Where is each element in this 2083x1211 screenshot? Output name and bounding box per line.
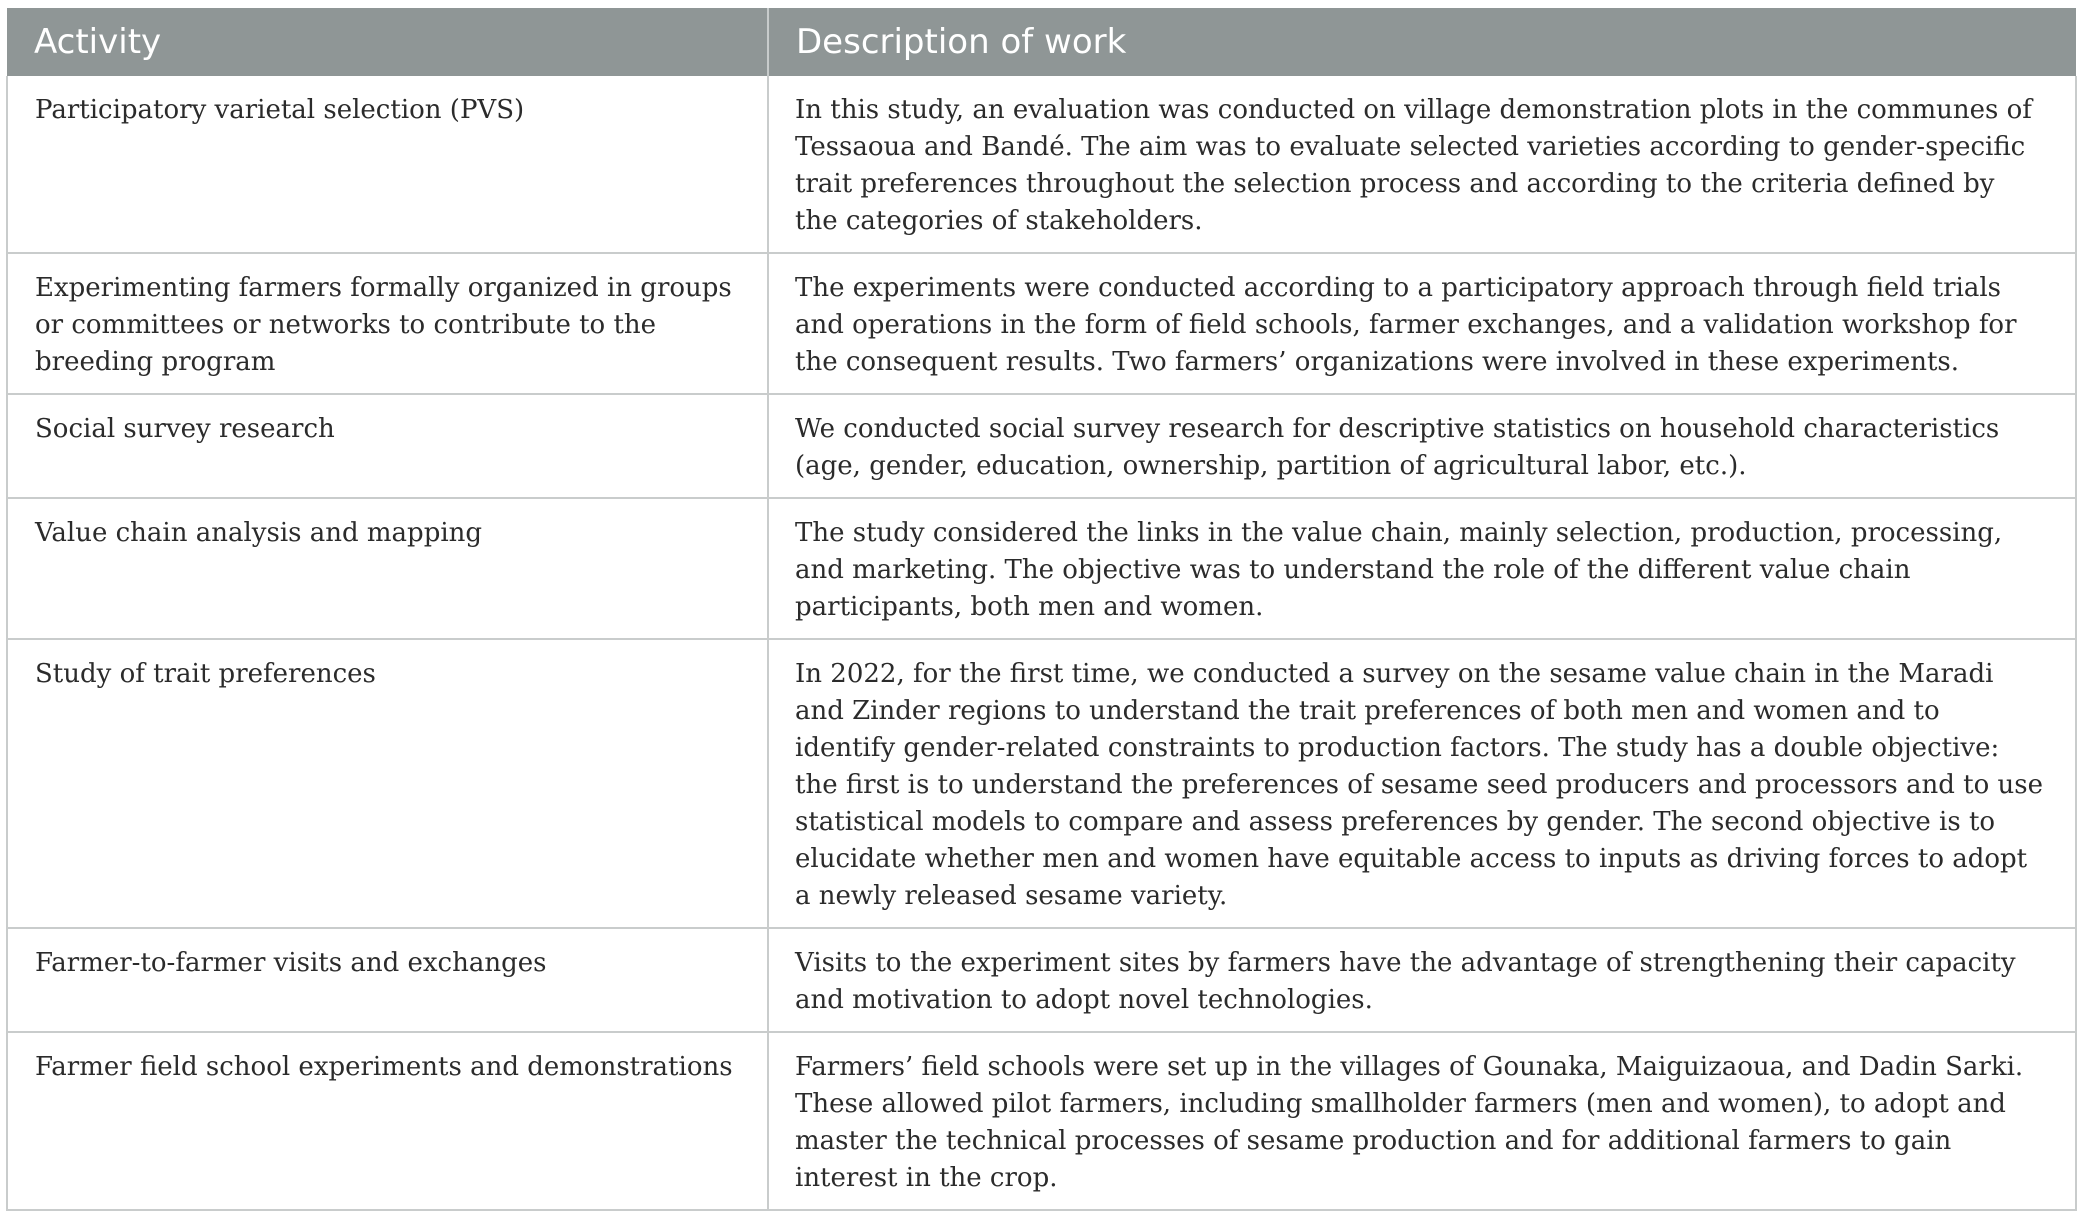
description-cell: Visits to the experiment sites by farmers have the advantage of strengthening their capacity and motivation to adopt novel technologies. xyxy=(768,928,2076,1032)
header-description: Description of work xyxy=(768,8,2076,76)
description-cell: In this study, an evaluation was conducted on village demonstration plots in the communes of Tessaoua and Bandé. The aim was to evaluate selected varieties according to gender-specific trait preferences throughout the selection process and according to the criteria defined by the categories of stakeholders. xyxy=(768,76,2076,253)
description-cell: The experiments were conducted according to a participatory approach through field trials and operations in the form of field schools, farmer exchanges, and a validation workshop for the consequent results. Two farmers’ organizations were involved in these experiments. xyxy=(768,253,2076,394)
activity-cell: Value chain analysis and mapping xyxy=(7,498,768,639)
activity-cell: Farmer-to-farmer visits and exchanges xyxy=(7,928,768,1032)
table-row xyxy=(7,639,2076,928)
description-cell: Farmers’ field schools were set up in the villages of Gounaka, Maiguizaoua, and Dadin Sarki. These allowed pilot farmers, including smallholder farmers (men and women), to adopt and master the technical processes of sesame production and for additional farmers to gain interest in the crop. xyxy=(768,1032,2076,1210)
table-row xyxy=(7,1032,2076,1210)
activities-table xyxy=(6,8,2077,1211)
activity-cell: Participatory varietal selection (PVS) xyxy=(7,76,768,253)
description-cell: We conducted social survey research for descriptive statistics on household characteristics (age, gender, education, ownership, partition of agricultural labor, etc.). xyxy=(768,394,2076,498)
activity-cell: Farmer field school experiments and demonstrations xyxy=(7,1032,768,1210)
table-row xyxy=(7,928,2076,1032)
table-header-row xyxy=(7,8,2076,76)
activity-cell: Study of trait preferences xyxy=(7,639,768,928)
table-row xyxy=(7,498,2076,639)
activities-table-container xyxy=(6,8,2075,1211)
table-row xyxy=(7,76,2076,253)
description-cell: In 2022, for the first time, we conducted a survey on the sesame value chain in the Maradi and Zinder regions to understand the trait preferences of both men and women and to identify gender-related constraints to production factors. The study has a double objective: the first is to understand the preferences of sesame seed producers and processors and to use statistical models to compare and assess preferences by gender. The second objective is to elucidate whether men and women have equitable access to inputs as driving forces to adopt a newly released sesame variety. xyxy=(768,639,2076,928)
description-cell: The study considered the links in the value chain, mainly selection, production, processing, and marketing. The objective was to understand the role of the different value chain participants, both men and women. xyxy=(768,498,2076,639)
table-row xyxy=(7,394,2076,498)
activity-cell: Experimenting farmers formally organized in groups or committees or networks to contribute to the breeding program xyxy=(7,253,768,394)
header-activity: Activity xyxy=(7,8,768,76)
table-row xyxy=(7,253,2076,394)
activity-cell: Social survey research xyxy=(7,394,768,498)
